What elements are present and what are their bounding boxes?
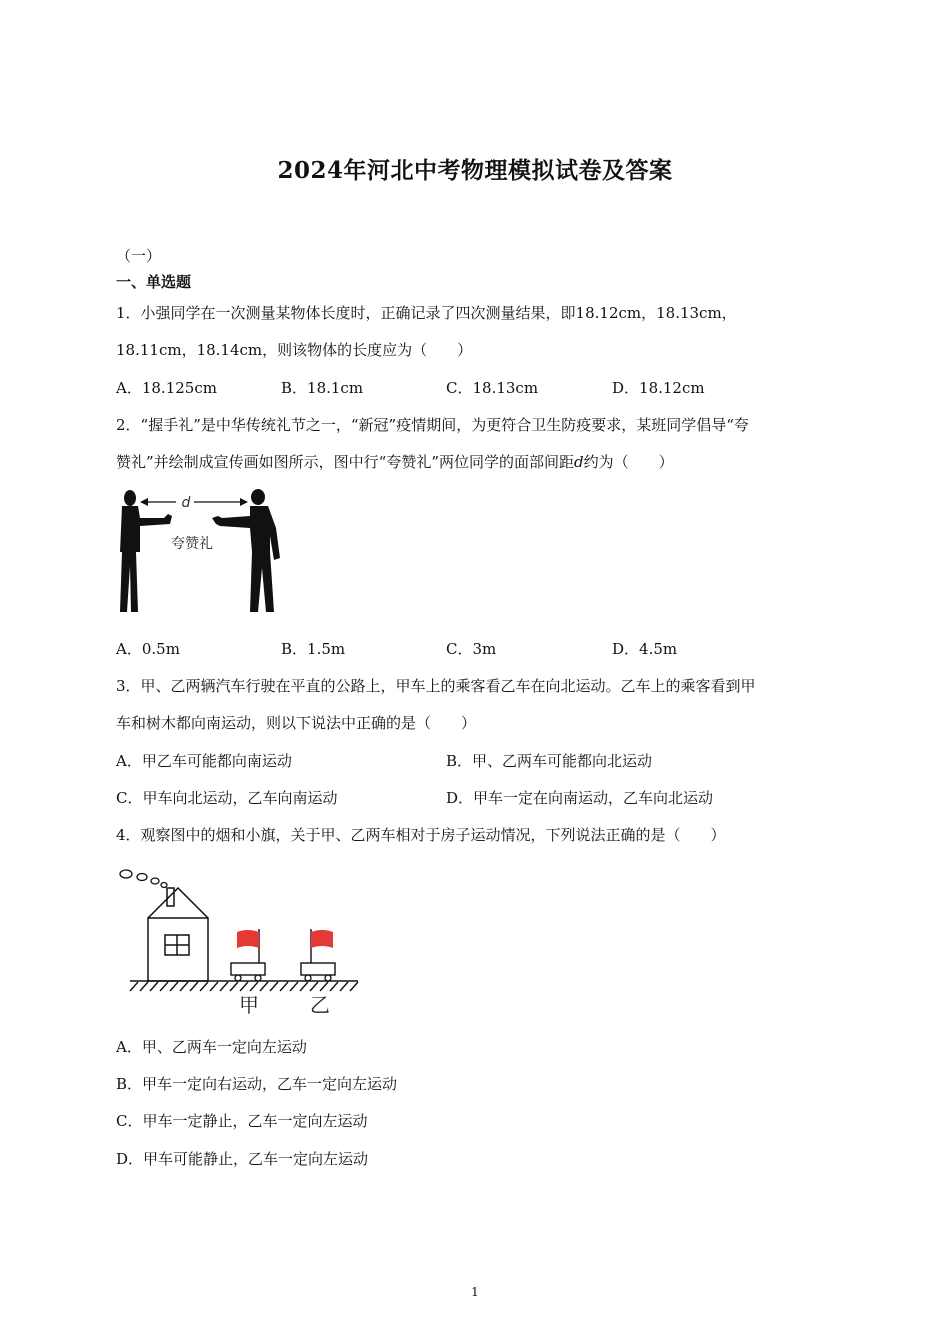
- right-person-silhouette: [212, 489, 280, 612]
- section-part: （一）: [116, 247, 162, 265]
- question-2-line-2-text: 赞礼”并绘制成宣传画如图所示，图中行“夸赞礼”两位同学的面部间距: [116, 453, 575, 471]
- question-3-option-d: D．甲车一定在向南运动，乙车向北运动: [446, 789, 714, 807]
- question-1-option-a: A．18.125cm: [116, 379, 217, 397]
- question-4-option-b: B．甲车一定向右运动，乙车一定向左运动: [116, 1075, 398, 1093]
- car-jia: [231, 929, 265, 981]
- question-3-line-2: 车和树木都向南运动，则以下说法中正确的是（ ）: [116, 714, 477, 732]
- question-2-option-d: D．4.5m: [612, 640, 678, 658]
- flag-yi: [311, 930, 333, 948]
- question-3-line-1: 3．甲、乙两辆汽车行驶在平直的公路上，甲车上的乘客看乙车在向北运动。乙车上的乘客看到甲: [116, 677, 756, 695]
- question-1-line-1: 1．小强同学在一次测量某物体长度时，正确记录了四次测量结果，即18.12cm，18.13cm，: [116, 304, 737, 322]
- question-2-line-2: [116, 452, 674, 472]
- page-title: 2024年河北中考物理模拟试卷及答案: [277, 157, 673, 184]
- question-2-option-a: A．0.5m: [116, 640, 180, 658]
- question-2-line-2-tail: 约为（ ）: [583, 453, 674, 471]
- question-4-option-c: C．甲车一定静止，乙车一定向左运动: [116, 1112, 368, 1130]
- question-3-option-c: C．甲车向北运动，乙车向南运动: [116, 789, 338, 807]
- section-type-heading: 一、单选题: [116, 273, 192, 291]
- left-person-silhouette: [120, 490, 172, 612]
- question-1-option-b: B．18.1cm: [281, 379, 364, 397]
- question-4-option-a: A．甲、乙两车一定向左运动: [116, 1038, 307, 1056]
- question-2-option-c: C．3m: [446, 640, 497, 658]
- question-1-option-d: D．18.12cm: [612, 379, 705, 397]
- distance-label-d: d: [181, 495, 191, 511]
- house-and-cars-figure: [118, 862, 363, 1022]
- question-3-option-b: B．甲、乙两车可能都向北运动: [446, 752, 653, 770]
- distance-arrow: [140, 498, 248, 506]
- car-yi-label: 乙: [310, 993, 330, 1017]
- question-2-line-1: 2．“握手礼”是中华传统礼节之一，“新冠”疫情期间，为更符合卫生防疫要求，某班同学倡导“夸: [116, 416, 749, 434]
- praise-gesture-figure: [116, 488, 286, 618]
- question-2-option-b: B．1.5m: [281, 640, 346, 658]
- question-3-option-a: A．甲乙车可能都向南运动: [116, 752, 292, 770]
- question-1-option-c: C．18.13cm: [446, 379, 539, 397]
- praise-label: 夸赞礼: [171, 536, 213, 552]
- house-icon: [148, 888, 208, 981]
- smoke-puffs: [120, 870, 167, 888]
- car-yi: [301, 929, 335, 981]
- question-1-line-2: 18.11cm，18.14cm，则该物体的长度应为（ ）: [116, 341, 473, 359]
- question-4-line-1: 4．观察图中的烟和小旗，关于甲、乙两车相对于房子运动情况，下列说法正确的是（ ）: [116, 826, 726, 844]
- ground-line: [130, 981, 358, 991]
- question-4-option-d: D．甲车可能静止，乙车一定向左运动: [116, 1150, 369, 1168]
- page-number: 1: [471, 1285, 479, 1299]
- car-jia-label: 甲: [239, 993, 259, 1017]
- flag-jia: [237, 930, 259, 948]
- question-2-variable-d: d: [574, 453, 584, 471]
